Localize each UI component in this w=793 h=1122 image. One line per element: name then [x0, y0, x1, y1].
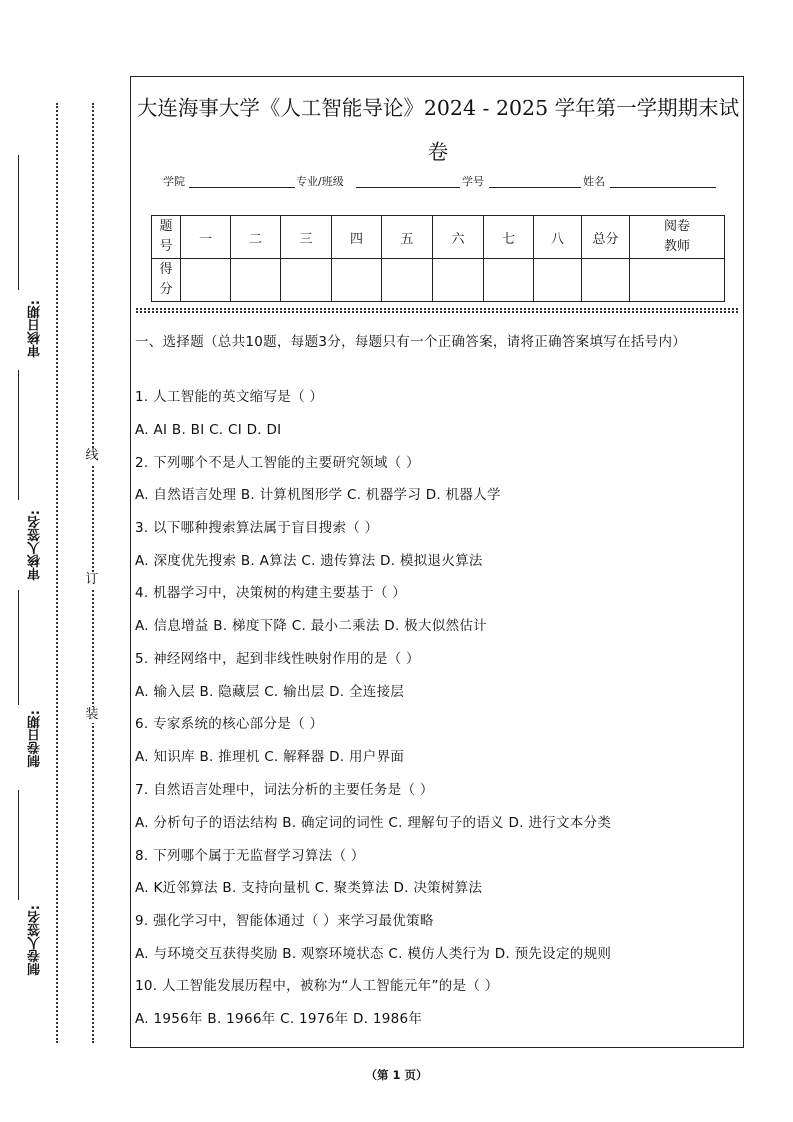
- student-id-label: 学号: [462, 175, 484, 188]
- question-number-char2: 号: [159, 239, 173, 254]
- question-5-options: A. 输入层 B. 隐藏层 C. 输出层 D. 全连接层: [135, 684, 405, 700]
- col-header: 八: [534, 216, 582, 259]
- question-number-header: [152, 216, 181, 259]
- exam-title: [136, 86, 740, 174]
- question-10: 10. 人工智能发展历程中，被称为“人工智能元年”的是（ ）: [135, 978, 499, 994]
- binding-dotted-line-outer: [56, 103, 58, 1043]
- maker-sign-line: [18, 790, 19, 900]
- question-2-options: A. 自然语言处理 B. 计算机图形学 C. 机器学习 D. 机器人学: [135, 487, 501, 503]
- question-6: 6. 专家系统的核心部分是（ ）: [135, 716, 324, 732]
- maker-date-line: [18, 590, 19, 705]
- score-cell[interactable]: [332, 259, 382, 302]
- score-cell[interactable]: [181, 259, 231, 302]
- section-title: 一、选择题（总共10题，每题3分，每题只有一个正确答案，请将正确答案填写在括号内）: [135, 334, 687, 350]
- binding-mark-ding: 订: [85, 572, 99, 587]
- page-number: （第 1 页）: [365, 1068, 428, 1082]
- reviewer-sign-line: [18, 370, 19, 500]
- grader-header-line1: 阅卷: [663, 219, 690, 234]
- college-label: 学院: [163, 175, 185, 188]
- question-2: 2. 下列哪个不是人工智能的主要研究领域（ ）: [135, 455, 420, 471]
- exam-title-line1: 大连海事大学《人工智能导论》2024 - 2025 学年第一学期期末试: [136, 96, 740, 120]
- reviewer-date-field: [26, 300, 52, 360]
- reviewer-sign-label: 审核人签名:: [28, 510, 43, 581]
- question-4-options: A. 信息增益 B. 梯度下降 C. 最小二乘法 D. 极大似然估计: [135, 618, 487, 634]
- score-cell[interactable]: [433, 259, 484, 302]
- score-cell[interactable]: [231, 259, 281, 302]
- question-3-options: A. 深度优先搜索 B. A算法 C. 遗传算法 D. 模拟退火算法: [135, 553, 483, 569]
- score-cell[interactable]: [534, 259, 582, 302]
- question-3: 3. 以下哪种搜索算法属于盲目搜索（ ）: [135, 520, 379, 536]
- score-cell[interactable]: [382, 259, 433, 302]
- grader-header: [630, 216, 725, 259]
- student-id-input-line[interactable]: [489, 187, 581, 188]
- name-label: 姓名: [583, 175, 605, 188]
- question-number-char1: 题: [159, 219, 173, 234]
- col-header: 六: [433, 216, 484, 259]
- question-9-options: A. 与环境交互获得奖励 B. 观察环境状态 C. 模仿人类行为 D. 预先设定的规则: [135, 946, 612, 962]
- score-cell[interactable]: [484, 259, 534, 302]
- separator-dotted-top: [136, 308, 738, 310]
- question-8-options: A. K近邻算法 B. 支持向量机 C. 聚类算法 D. 决策树算法: [135, 880, 483, 896]
- score-row-label: [152, 259, 181, 302]
- score-cell[interactable]: [281, 259, 332, 302]
- col-header: 五: [382, 216, 433, 259]
- question-7: 7. 自然语言处理中，词法分析的主要任务是（ ）: [135, 782, 434, 798]
- question-1: 1. 人工智能的英文缩写是（ ）: [135, 389, 324, 405]
- reviewer-date-line: [18, 155, 19, 290]
- maker-sign-field: [26, 905, 52, 985]
- total-score-cell[interactable]: [582, 259, 630, 302]
- question-4: 4. 机器学习中，决策树的构建主要基于（ ）: [135, 585, 407, 601]
- grader-cell[interactable]: [630, 259, 725, 302]
- question-10-options: A. 1956年 B. 1966年 C. 1976年 D. 1986年: [135, 1011, 423, 1027]
- col-header: 二: [231, 216, 281, 259]
- binding-mark-zhuang: 装: [85, 707, 99, 722]
- score-table: [151, 215, 725, 302]
- score-table-header-row: [152, 216, 725, 259]
- major-input-line[interactable]: [356, 187, 460, 188]
- score-row-char1: 得: [159, 262, 173, 277]
- separator-dotted-bottom: [136, 311, 738, 313]
- major-label: 专业/班级: [296, 175, 344, 188]
- binding-mark-xian: 线: [85, 448, 99, 463]
- col-header: 一: [181, 216, 231, 259]
- exam-title-line2: 卷: [427, 140, 449, 164]
- maker-date-field: [26, 710, 52, 770]
- score-row-char2: 分: [159, 282, 173, 297]
- student-info: [163, 173, 723, 191]
- maker-sign-label: 制卷人签名:: [28, 905, 43, 976]
- col-header: 四: [332, 216, 382, 259]
- maker-date-label: 制卷日期:: [28, 710, 43, 768]
- question-1-options: A. AI B. BI C. CI D. DI: [135, 422, 282, 438]
- grader-header-line2: 教师: [663, 239, 690, 254]
- question-8: 8. 下列哪个属于无监督学习算法（ ）: [135, 848, 365, 864]
- question-5: 5. 神经网络中，起到非线性映射作用的是（ ）: [135, 651, 420, 667]
- score-table-score-row: [152, 259, 725, 302]
- reviewer-date-label: 审核日期:: [28, 300, 43, 358]
- name-input-line[interactable]: [610, 187, 716, 188]
- reviewer-sign-field: [26, 510, 52, 590]
- total-header: 总分: [582, 216, 630, 259]
- col-header: 三: [281, 216, 332, 259]
- question-6-options: A. 知识库 B. 推理机 C. 解释器 D. 用户界面: [135, 749, 405, 765]
- college-input-line[interactable]: [189, 187, 295, 188]
- question-7-options: A. 分析句子的语法结构 B. 确定词的词性 C. 理解句子的语义 D. 进行文本分类: [135, 815, 612, 831]
- question-9: 9. 强化学习中，智能体通过（ ）来学习最优策略: [135, 913, 434, 929]
- col-header: 七: [484, 216, 534, 259]
